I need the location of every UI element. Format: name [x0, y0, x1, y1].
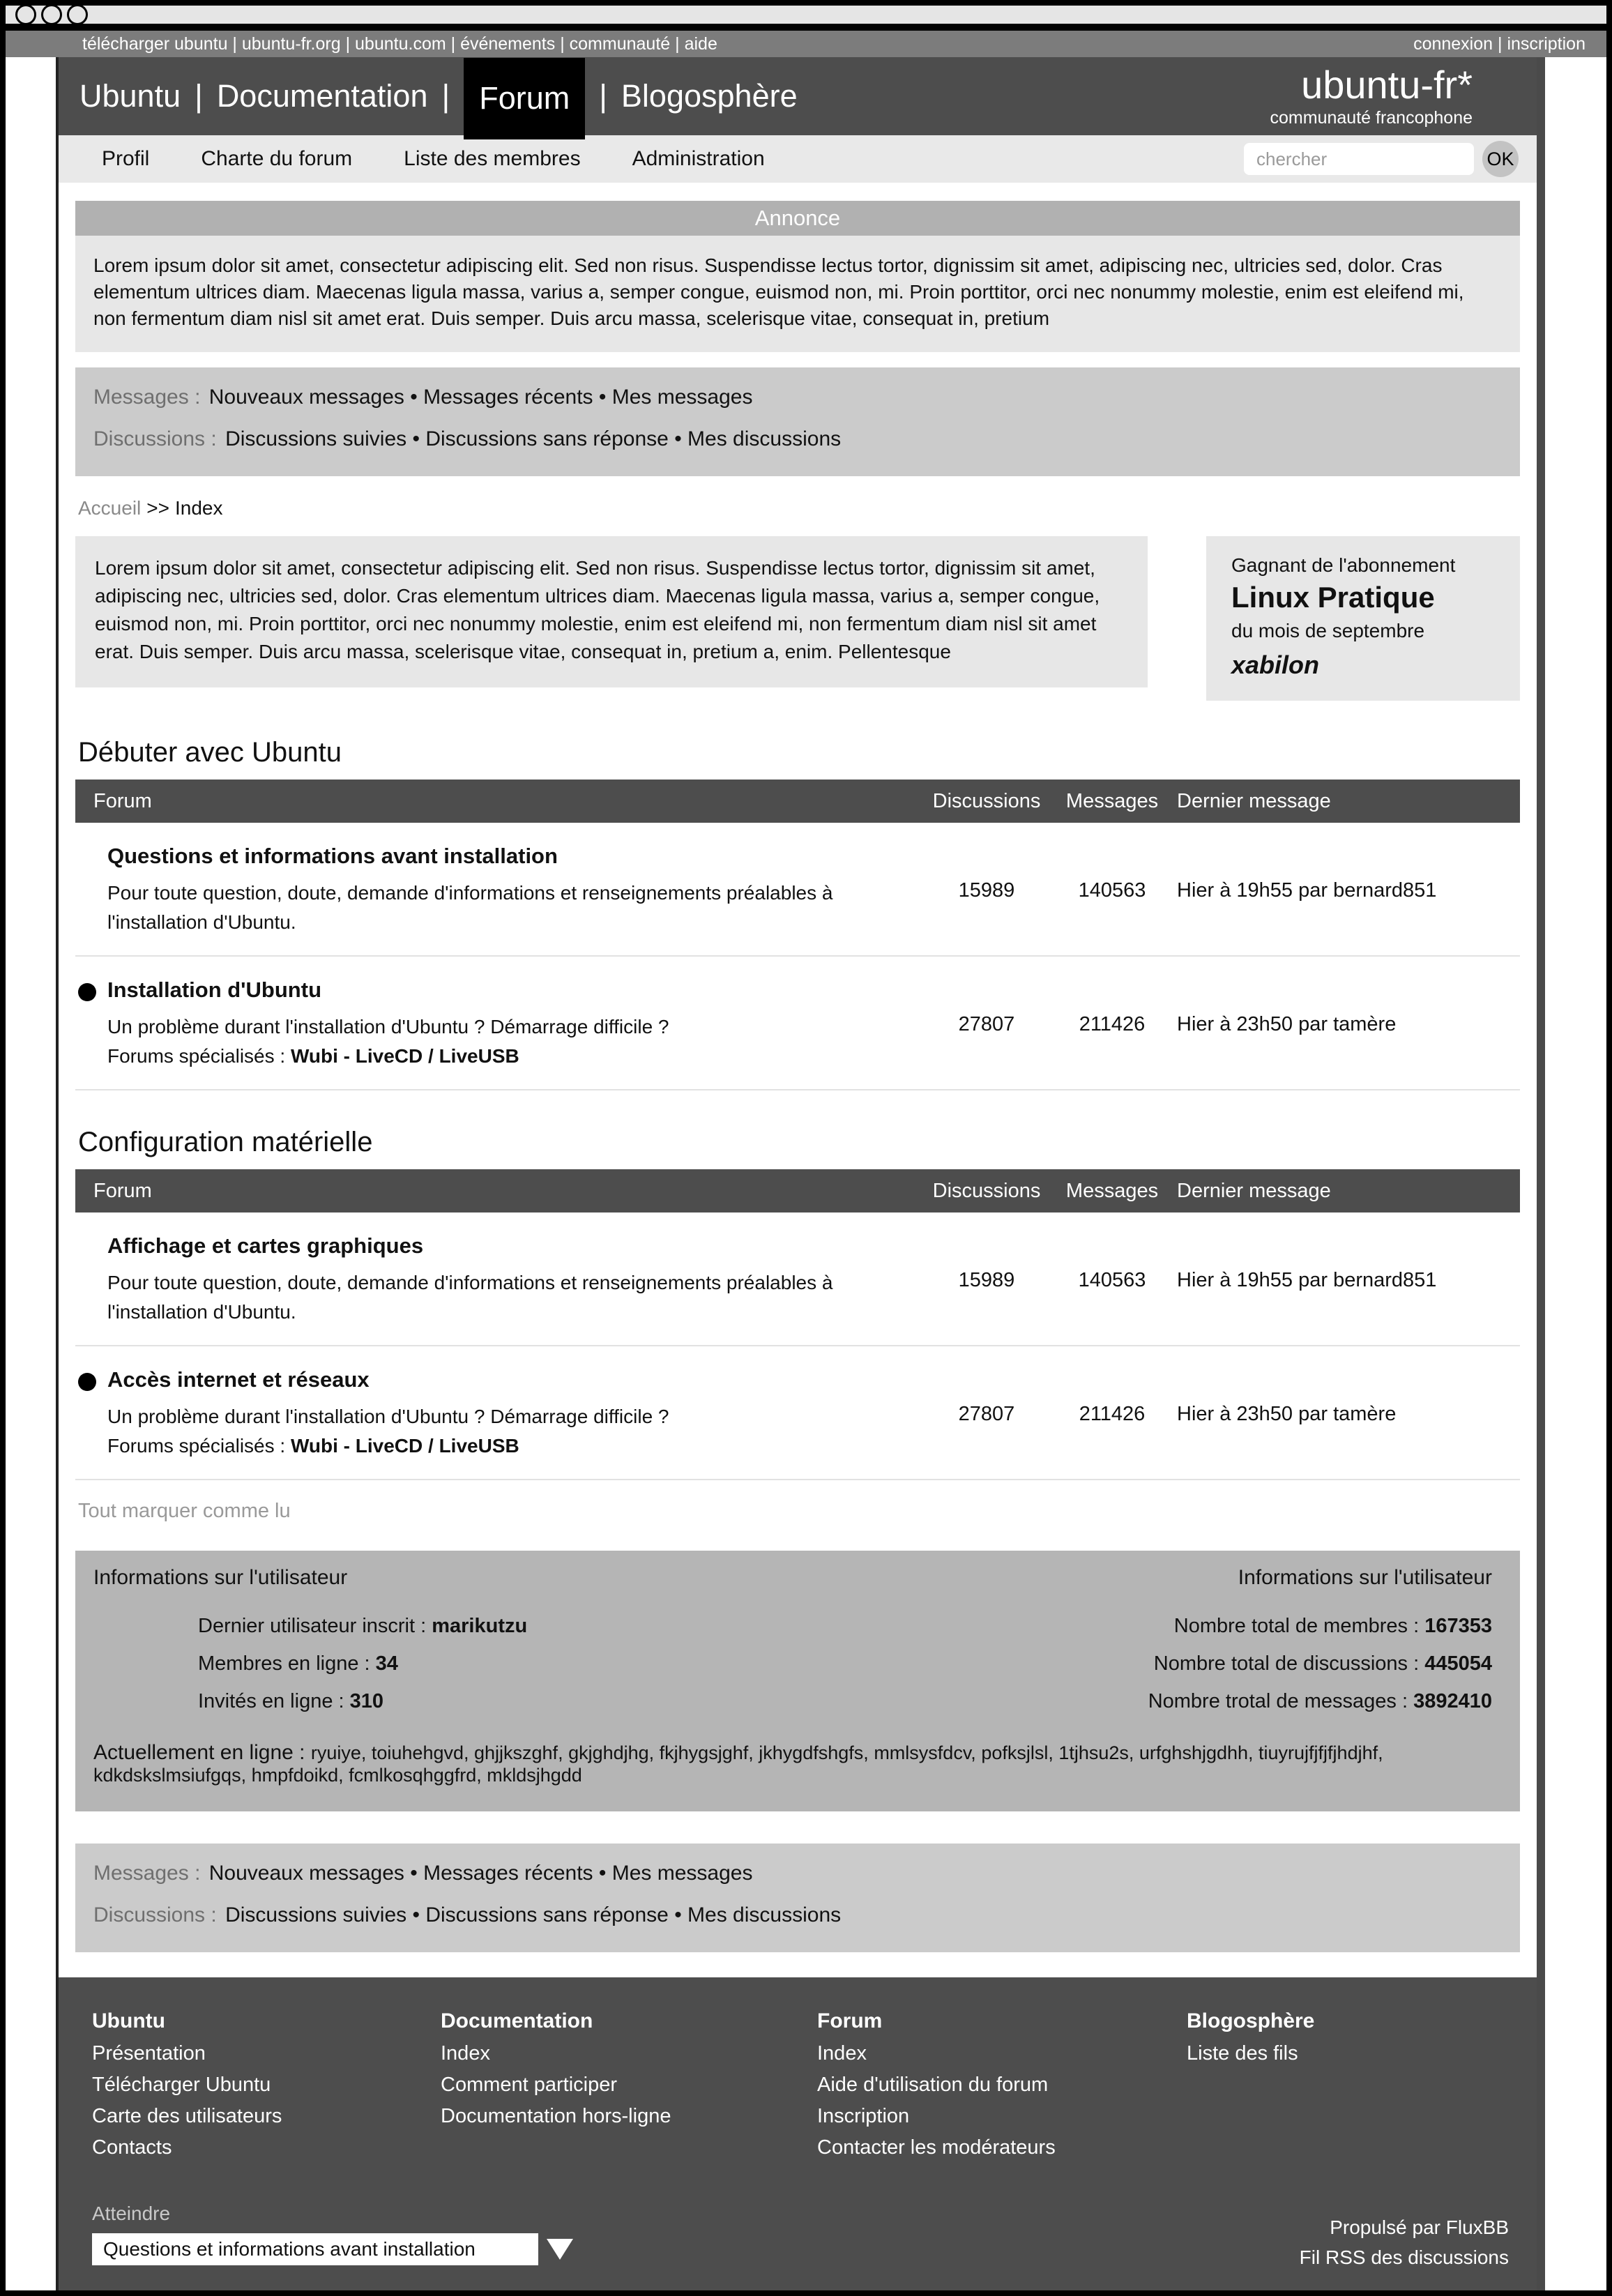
- dropdown-arrow-icon[interactable]: [547, 2239, 573, 2260]
- online-users-links[interactable]: ryuiye, toiuhehgvd, ghjjkszghf, gkjghdjhg, fkjhygsjghf, jkhygdfshgfs, mmlsysfdcv, pofksjlsl, 1tjhsu2s, urfghshjgdhh, tiuyrujfjfjfjhdjhf, kdkdskslmsiufgqs, hmpfdoikd, fcmlkosqhggfrd, mkldsjhgdd: [93, 1742, 1383, 1786]
- total-members: Nombre total de membres : 167353: [1173, 1615, 1492, 1638]
- section-title-debuter: Débuter avec Ubuntu: [78, 737, 342, 768]
- forum-link-acces-internet[interactable]: Accès internet et réseaux: [107, 1367, 920, 1392]
- discussions-count: 15989: [958, 1268, 1015, 1291]
- link-discussions-suivies[interactable]: Discussions suivies: [225, 427, 407, 451]
- user-info-left: [93, 1566, 527, 1720]
- discussions-label: Discussions :: [93, 1903, 217, 1927]
- site-logo: [1270, 63, 1473, 128]
- user-info-right: [1148, 1566, 1492, 1720]
- forum-link-installation[interactable]: Installation d'Ubuntu: [107, 978, 920, 1003]
- last-message-link[interactable]: Hier à 23h50 par tamère: [1177, 1402, 1397, 1425]
- last-registered-user-link[interactable]: marikutzu: [432, 1615, 528, 1638]
- last-message-link[interactable]: Hier à 23h50 par tamère: [1177, 1012, 1397, 1035]
- winner-panel: [1206, 536, 1520, 701]
- last-registered: Dernier utilisateur inscrit : marikutzu: [198, 1615, 528, 1638]
- site-nav-ubuntu[interactable]: Ubuntu |: [79, 57, 217, 135]
- search-input[interactable]: [1244, 143, 1474, 175]
- link-messages-recents[interactable]: • Messages récents: [404, 386, 593, 409]
- messages-count: 211426: [1079, 1012, 1146, 1035]
- footer-link[interactable]: Index: [441, 2042, 490, 2065]
- messages-count: 211426: [1079, 1402, 1146, 1425]
- column-forum: Forum: [93, 1179, 152, 1202]
- footer-link[interactable]: Présentation: [92, 2042, 206, 2065]
- topbar-right-links: [1413, 34, 1586, 54]
- site-nav-blogosphere[interactable]: Blogosphère: [621, 78, 798, 114]
- column-messages: Messages: [1065, 789, 1159, 812]
- footer-link[interactable]: Inscription: [817, 2104, 910, 2127]
- window-close-icon[interactable]: [15, 4, 36, 25]
- column-discussions: Discussions: [932, 1179, 1041, 1202]
- link-discussions-sans-reponse[interactable]: • Discussions sans réponse: [406, 427, 669, 450]
- window-minimize-icon[interactable]: [41, 4, 62, 25]
- site-nav: [79, 57, 798, 135]
- discussions-count: 15989: [958, 879, 1015, 902]
- mark-all-read-link[interactable]: Tout marquer comme lu: [78, 1500, 291, 1523]
- discussions-count: 27807: [958, 1402, 1015, 1425]
- forum-table-configuration: [75, 1169, 1520, 1480]
- column-dernier-message: Dernier message: [1177, 789, 1331, 812]
- table-header: [75, 780, 1520, 823]
- discussions-count: 27807: [958, 1012, 1015, 1035]
- discussions-label: Discussions :: [93, 427, 217, 451]
- announce-body: Lorem ipsum dolor sit amet, consectetur adipiscing elit. Sed non risus. Suspendisse lectus tortor, dignissim sit amet, adipiscing nec, ultricies sed, dolor. Cras elementum ultrices diam. Maecenas ligula massa, varius a, semper congue, euismod non, mi. Proin porttitor, orci nec nonummy molestie, enim est eleifend mi, non fermentum diam nisl sit amet erat. Duis semper. Duis arcu massa, scelerisque vitae, consequat in, pretium: [75, 236, 1520, 352]
- total-discussions: Nombre total de discussions : 445054: [1153, 1652, 1492, 1675]
- announce-title: Annonce: [75, 201, 1520, 236]
- powered-by-link[interactable]: Propulsé par FluxBB: [1330, 2216, 1509, 2238]
- last-message-link[interactable]: Hier à 19h55 par bernard851: [1177, 1268, 1437, 1291]
- column-dernier-message: Dernier message: [1177, 1179, 1331, 1202]
- messages-count: 140563: [1078, 1268, 1146, 1291]
- footer-link[interactable]: Contacter les modérateurs: [817, 2136, 1056, 2159]
- announce-panel: [75, 201, 1520, 352]
- goto-forum-select[interactable]: Questions et informations avant installation: [92, 2233, 538, 2265]
- main-content: [59, 201, 1537, 1952]
- user-info-panel: [75, 1551, 1520, 1811]
- link-discussions-sans-reponse[interactable]: • Discussions sans réponse: [406, 1903, 669, 1926]
- winner-username[interactable]: xabilon: [1231, 651, 1320, 680]
- footer-meta: [1300, 2212, 1509, 2273]
- online-label: Actuellement en ligne :: [93, 1741, 311, 1765]
- quicklinks-panel-bottom: [75, 1843, 1520, 1952]
- footer-link[interactable]: Liste des fils: [1187, 2042, 1298, 2065]
- search-ok-button[interactable]: OK: [1482, 141, 1519, 177]
- topbar-link-inscription[interactable]: | inscription: [1493, 34, 1586, 54]
- table-row: [75, 957, 1520, 1090]
- footer-column-documentation: [441, 2005, 817, 2163]
- footer-link[interactable]: Index: [817, 2042, 867, 2065]
- currently-online: [93, 1741, 1492, 1786]
- site-footer: [59, 1977, 1537, 2290]
- subforum-links[interactable]: Wubi - LiveCD / LiveUSB: [290, 1045, 519, 1067]
- nav-item-administration[interactable]: Administration: [632, 147, 765, 170]
- goto-area: [92, 2203, 573, 2265]
- topbar-link-ubuntufr[interactable]: | ubuntu-fr.org: [227, 34, 340, 54]
- footer-title: Forum: [817, 2009, 883, 2033]
- guests-online: Invités en ligne : 310: [198, 1689, 384, 1712]
- messages-label: Messages :: [93, 1862, 201, 1885]
- messages-quicklinks: [93, 1862, 1502, 1885]
- unread-dot-icon: [78, 1373, 96, 1391]
- column-discussions: Discussions: [932, 789, 1041, 812]
- forum-description: Un problème durant l'installation d'Ubuntu ? Démarrage difficile ? Forums spécialisés : Wubi - LiveCD / LiveUSB: [107, 1016, 669, 1067]
- link-nouveaux-messages[interactable]: Nouveaux messages: [208, 386, 404, 409]
- table-row: [75, 823, 1520, 957]
- forum-description: Pour toute question, doute, demande d'informations et renseignements préalables à l'installation d'Ubuntu.: [107, 1272, 833, 1323]
- user-info-right-title: Informations sur l'utilisateur: [1238, 1566, 1492, 1590]
- goto-label: Atteindre: [92, 2202, 171, 2224]
- window-titlebar: [6, 6, 1606, 31]
- topbar-link-aide[interactable]: | aide: [670, 34, 717, 54]
- forum-link-questions[interactable]: Questions et informations avant installation: [107, 844, 558, 869]
- link-mes-discussions[interactable]: • Mes discussions: [669, 1903, 841, 1926]
- forum-description: Un problème durant l'installation d'Ubuntu ? Démarrage difficile ? Forums spécialisés : Wubi - LiveCD / LiveUSB: [107, 1406, 669, 1457]
- topbar-left-links: [82, 34, 717, 54]
- link-messages-recents[interactable]: • Messages récents: [404, 1862, 593, 1885]
- footer-column-blogosphere: [1187, 2005, 1509, 2163]
- search-area: [1244, 141, 1519, 177]
- site-nav-forum-active[interactable]: Forum |: [464, 57, 621, 135]
- forum-navbar: [59, 135, 1537, 183]
- footer-title: Documentation: [441, 2009, 593, 2033]
- intro-row: [75, 536, 1520, 701]
- footer-link[interactable]: Comment participer: [441, 2073, 618, 2096]
- subforum-links[interactable]: Wubi - LiveCD / LiveUSB: [290, 1435, 519, 1457]
- footer-column-ubuntu: [92, 2005, 441, 2163]
- site-header: [59, 57, 1537, 135]
- link-mes-messages[interactable]: • Mes messages: [593, 386, 753, 409]
- window-maximize-icon[interactable]: [67, 4, 88, 25]
- section-title-configuration: Configuration matérielle: [78, 1127, 373, 1158]
- nav-item-charte[interactable]: Charte du forum: [201, 147, 353, 170]
- unread-dot-icon: [78, 983, 96, 1001]
- discussions-quicklinks: [93, 427, 1502, 451]
- footer-link[interactable]: Aide d'utilisation du forum: [817, 2073, 1049, 2096]
- breadcrumb: [78, 497, 1520, 519]
- forum-table-debuter: [75, 780, 1520, 1090]
- logo-text: ubuntu-fr*: [1301, 63, 1473, 107]
- footer-title: Ubuntu: [92, 2009, 165, 2033]
- winner-magazine: Linux Pratique: [1231, 581, 1435, 614]
- quicklinks-panel: [75, 367, 1520, 476]
- footer-title: Blogosphère: [1187, 2009, 1315, 2033]
- forum-description: Pour toute question, doute, demande d'informations et renseignements préalables à l'installation d'Ubuntu.: [107, 882, 833, 934]
- footer-link[interactable]: Documentation hors-ligne: [441, 2104, 671, 2127]
- link-mes-messages[interactable]: • Mes messages: [593, 1862, 753, 1885]
- rss-link[interactable]: Fil RSS des discussions: [1299, 2246, 1509, 2268]
- breadcrumb-separator: >>: [146, 497, 169, 519]
- topbar-link-communaute[interactable]: | communauté: [555, 34, 670, 54]
- topbar-link-ubuntucom[interactable]: | ubuntu.com: [341, 34, 446, 54]
- total-messages: Nombre trotal de messages : 3892410: [1148, 1689, 1492, 1712]
- winner-line1: Gagnant de l'abonnement: [1231, 554, 1456, 577]
- table-header: [75, 1169, 1520, 1212]
- footer-link[interactable]: Contacts: [92, 2136, 172, 2159]
- link-discussions-suivies[interactable]: Discussions suivies: [225, 1903, 407, 1927]
- page-container: [56, 57, 1545, 2290]
- column-forum: Forum: [93, 789, 152, 812]
- messages-label: Messages :: [93, 386, 201, 409]
- footer-column-forum: [817, 2005, 1187, 2163]
- members-online: Membres en ligne : 34: [198, 1652, 398, 1675]
- logo-tagline: communauté francophone: [1270, 108, 1473, 128]
- topbar-link-connexion[interactable]: connexion: [1413, 33, 1493, 54]
- forum-link-affichage[interactable]: Affichage et cartes graphiques: [107, 1233, 424, 1259]
- link-nouveaux-messages[interactable]: Nouveaux messages: [208, 1862, 404, 1885]
- link-mes-discussions[interactable]: • Mes discussions: [669, 427, 841, 450]
- discussions-quicklinks: [93, 1903, 1502, 1927]
- topbar: [6, 31, 1606, 57]
- winner-line3: du mois de septembre: [1231, 620, 1425, 642]
- last-message-link[interactable]: Hier à 19h55 par bernard851: [1177, 879, 1437, 902]
- intro-panel: Lorem ipsum dolor sit amet, consectetur adipiscing elit. Sed non risus. Suspendisse lectus tortor, dignissim sit amet, adipiscing nec, ultricies sed, dolor. Cras elementum ultrices diam. Maecenas ligula massa, varius a, semper congue, euismod non, mi. Proin porttitor, orci nec nonummy molestie, enim est eleifend mi, non fermentum diam nisl sit amet erat. Duis semper. Duis arcu massa, scelerisque vitae, consequat in, pretium a, enim. Pellentesque: [75, 536, 1148, 687]
- messages-quicklinks: [93, 386, 1502, 409]
- site-nav-documentation[interactable]: Documentation |: [217, 57, 464, 135]
- table-row: [75, 1212, 1520, 1346]
- messages-count: 140563: [1078, 879, 1146, 902]
- breadcrumb-home[interactable]: Accueil: [78, 497, 142, 519]
- column-messages: Messages: [1065, 1179, 1159, 1202]
- user-info-left-title: Informations sur l'utilisateur: [93, 1566, 348, 1590]
- breadcrumb-current: Index: [174, 497, 223, 519]
- footer-link[interactable]: Carte des utilisateurs: [92, 2104, 282, 2127]
- topbar-link-telecharger[interactable]: télécharger ubuntu: [82, 33, 228, 54]
- topbar-link-evenements[interactable]: | événements: [446, 34, 556, 54]
- table-row: [75, 1346, 1520, 1480]
- nav-item-profil[interactable]: Profil: [102, 147, 150, 170]
- nav-item-membres[interactable]: Liste des membres: [404, 147, 581, 170]
- footer-link[interactable]: Télécharger Ubuntu: [92, 2073, 271, 2096]
